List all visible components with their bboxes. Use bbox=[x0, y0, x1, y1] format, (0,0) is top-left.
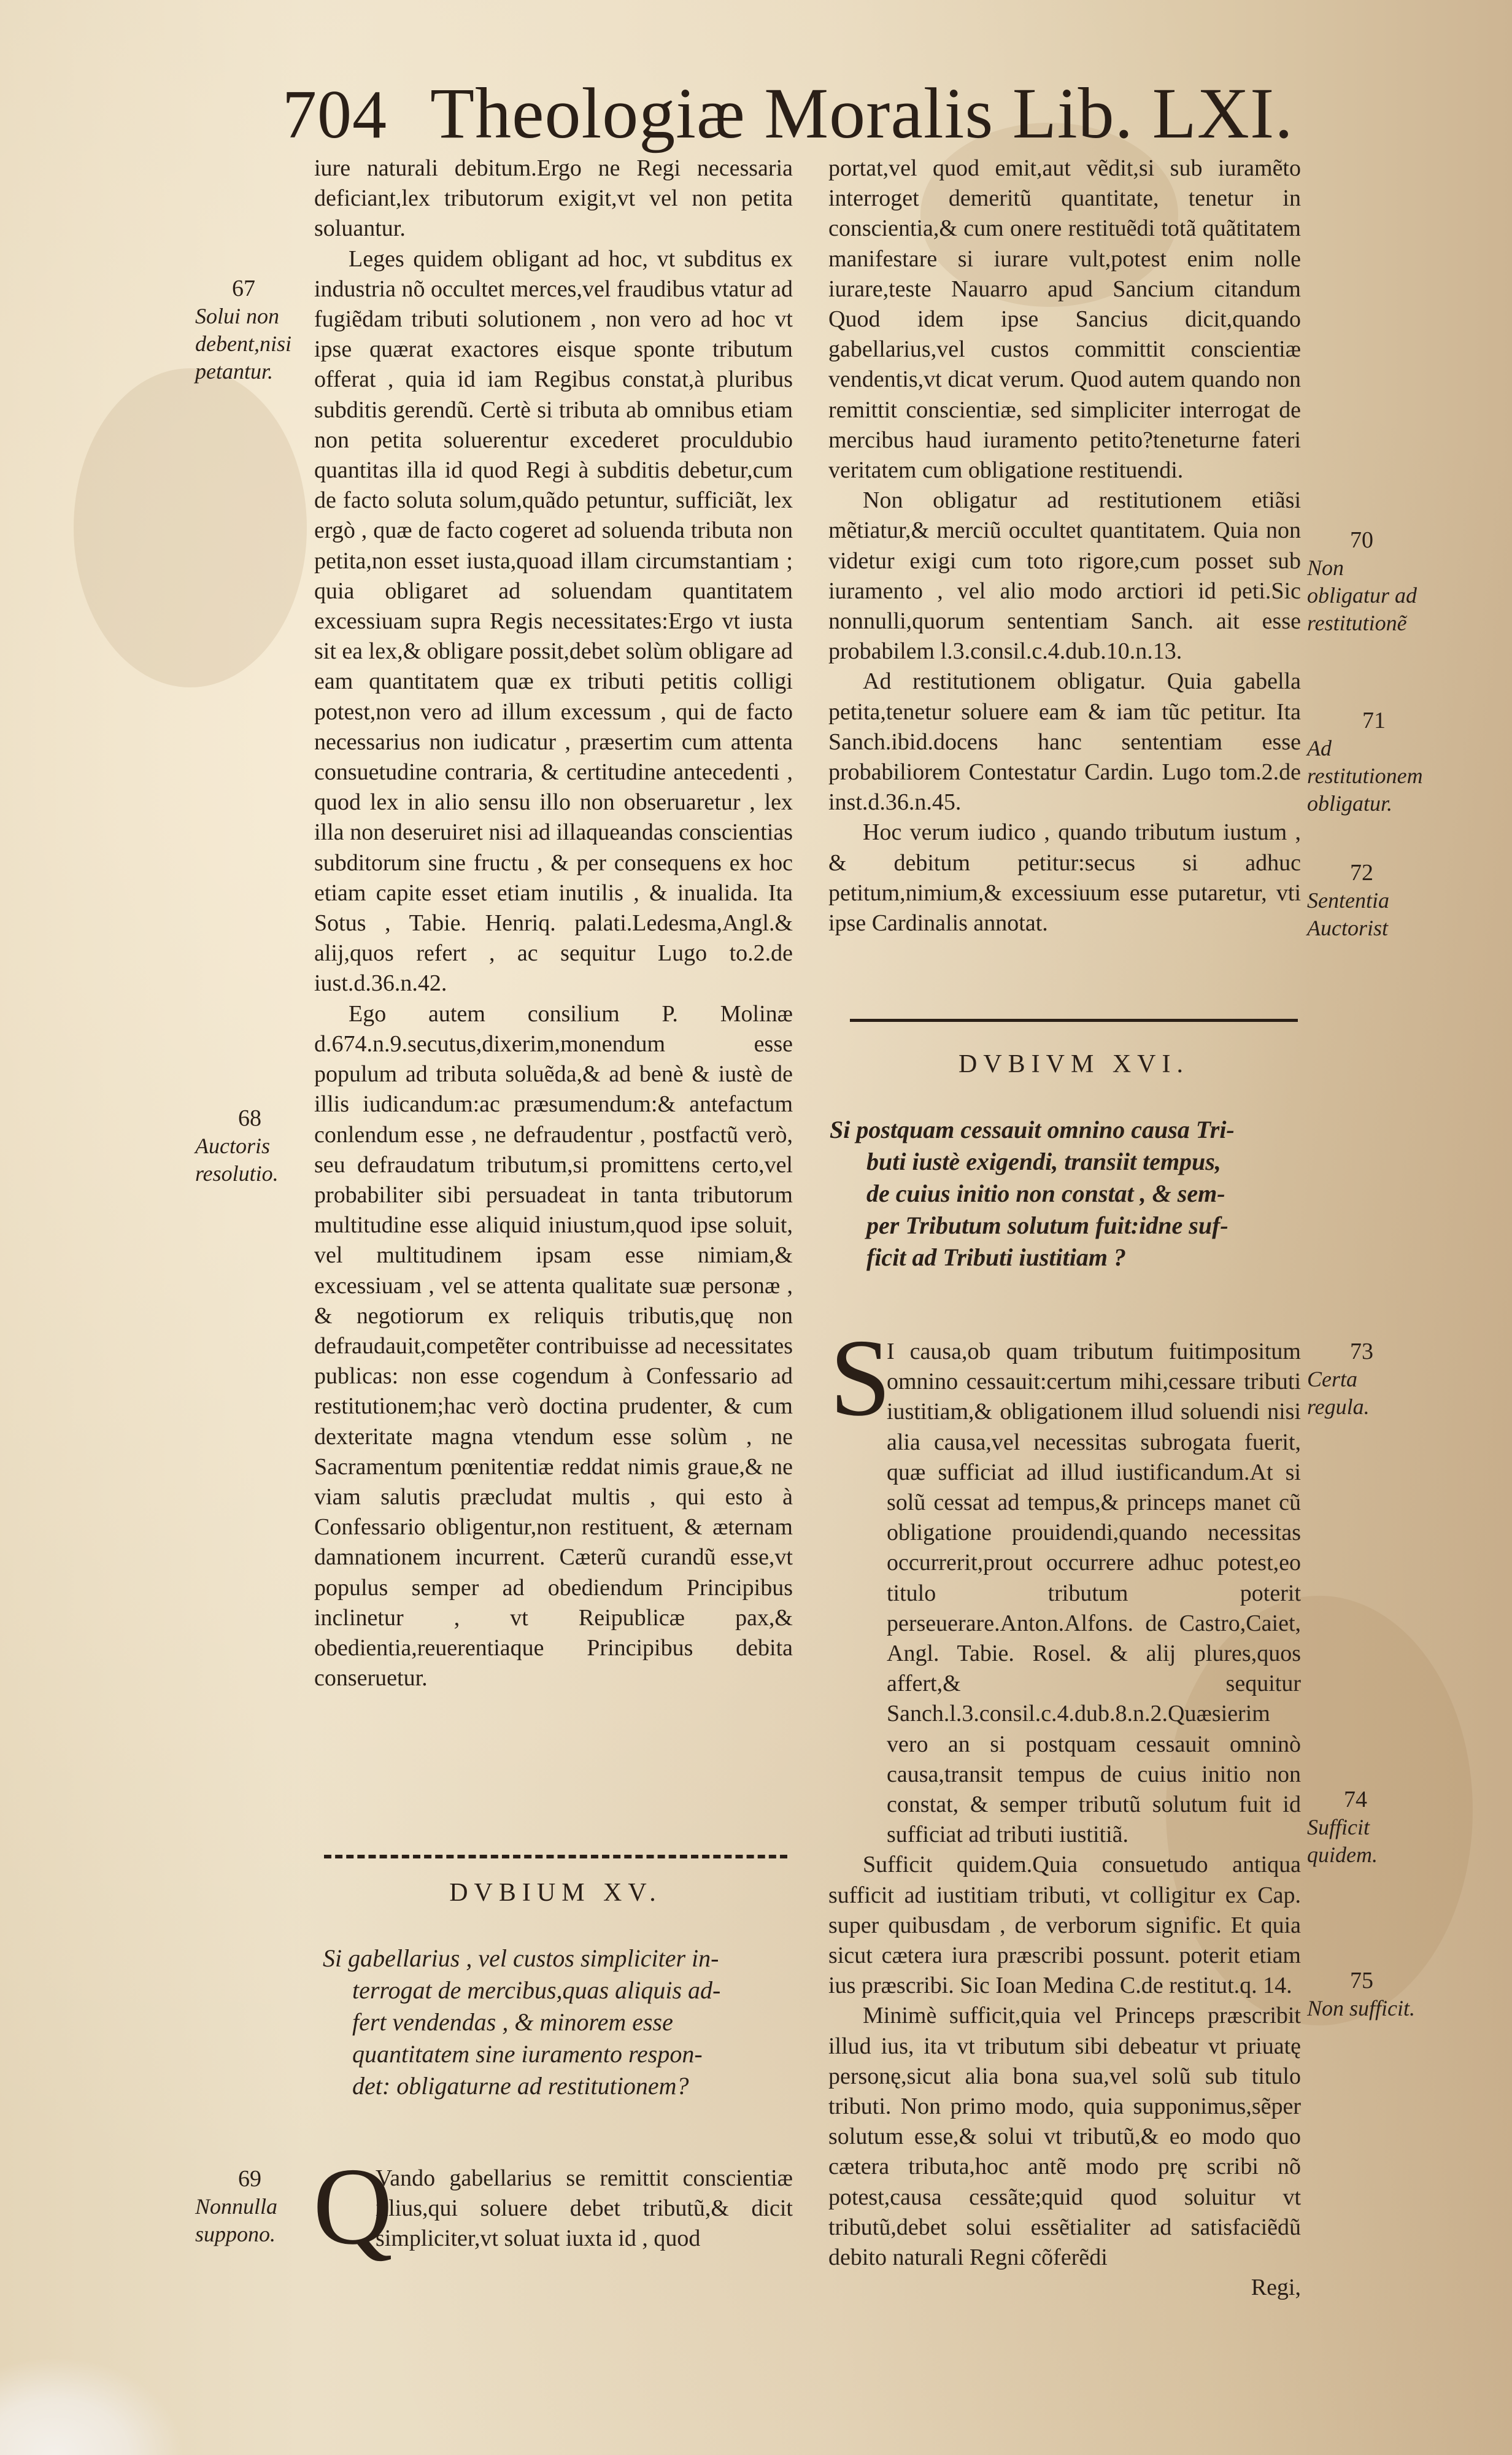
right-paragraph-1: portat,vel quod emit,aut vẽdit,si sub iuramẽto interroget demeritũ quantitate, tenetur in conscientia,& cum onere restituẽdi totã quãtitatem manifestare si iurare vult,potest enim nolle iurare,teste Nauarro apud Sancium citandum Quod idem ipse Sancius dicit,quando gabellarius,vel custos committit conscientiæ vendentis,vt dicat verum. Quod autem quando non remittit conscientiæ, sed simpliciter interrogat de mercibus haud iuramento petito?teneturne fateri veritatem cum obligatione restituendi. bbox=[828, 155, 1301, 484]
margin-note-70: 70 Non obligatur ad restitutionẽ bbox=[1307, 527, 1418, 635]
question-line: de cuius initio non constat , & sem- bbox=[866, 1180, 1225, 1207]
page-number: 704 bbox=[282, 77, 387, 153]
question-line: ficit ad Tributi iustitiam ? bbox=[866, 1243, 1127, 1271]
question-line: Si postquam cessauit omnino causa Tri- bbox=[830, 1116, 1235, 1143]
right-paragraph-7: Minimè sufficit,quia vel Princeps præscribit illud ius, ita vt tributum sibi debeatur vt priuatę personę,sicut alia bona sua,vel solũ sub titulo tributi. Non primo modo, quia supponimus,sẽper solutum esse,& solui vt tributũ,& eo modo quo cætera tributa,hoc antẽ modo prę scribi nõ potest,causa cessãte;quid quod soluitur vt tributũ,debet solui essẽtialiter ad satisfaciẽdũ debito naturali Regni cõferẽdi bbox=[828, 2003, 1301, 2271]
question-line: quantitatem sine iuramento respon- bbox=[352, 2040, 703, 2068]
margin-note-75: 75 Non sufficit. bbox=[1307, 1968, 1416, 2020]
left-paragraph-3: Ego autem consilium P. Molinæ d.674.n.9.secutus,dixerim,monendum esse populum ad tributa soluẽda,& ad benè & iustè de illis iudicandum:ac præsumendum:& antefactum conlendum esse , ne defraudentur , postfactũ verò, seu defraudatum tributum,si promittens certo,vel probabiliter sibi persuadeat in tanta tributorum multitudine esse aliquid iniustum,quod ipse soluit, vel multitudinem ipsam esse nimiam,& excessiuam , vel se attenta qualitate suæ personæ , & negotiorum ex reliquis tributis,quę non defraudauit,competẽter contribuisse ad necessitates publicas: non esse cogendum à Confessario ad restitutionem;hac verò doctina prudenter, & cum dexteritate magna vtendum esse solùm , ne Sacramentum pœnitentiæ reddat nimis graue,& ne viam salutis præcludat multis , qui esto à Confessario obligentur,non restituent, & æternam damnationem incurrent. Cæterũ curandũ esse,vt populus semper ad obediendum Principibus inclinetur , vt Reipublicæ pax,& obedientia,reuerentiaque Principibus debita conseruetur. bbox=[314, 1000, 793, 1691]
drop-cap-s: S bbox=[830, 1316, 892, 1439]
dubium-xvi-heading: DVBIVM XVI. bbox=[958, 1050, 1189, 1078]
margin-note-73: 73 Certa regula. bbox=[1307, 1339, 1373, 1419]
margin-note-67: 67 Solui non debent,nisi petantur. bbox=[195, 276, 291, 384]
right-paragraph-4: Hoc verum iudico , quando tributum iustum , & debitum petitur:secus si adhuc petitum,nimium,& excessiuum esse putaretur, vti ipse Cardinalis annotat. bbox=[828, 819, 1301, 937]
catchword: Regi, bbox=[1251, 2275, 1301, 2301]
margin-note-74: 74 Sufficit quidem. bbox=[1307, 1787, 1378, 1867]
left-column bbox=[314, 153, 793, 1693]
dubium-xvi-question bbox=[830, 1114, 1302, 1274]
torn-corner bbox=[0, 2357, 184, 2455]
right-column-bottom bbox=[828, 1337, 1301, 2303]
right-column-top bbox=[828, 153, 1301, 938]
right-paragraph-5: I causa,ob quam tributum fuitimpositum omnino cessauit:certum mihi,cessare tributi iustitiam,& obligationem illud soluendi nisi alia causa,vel necessitas subrogata fuerit, quæ sufficiat ad illud iustificandum.At si solũ cessat ad tempus,& princeps manet cũ obligatione prouidendi,quando necessitas occurrerit,prout occurrere adhuc potest,eo titulo tributum poterit perseuerare.Anton.Alfons. de Castro,Caiet, Angl. Tabie. Rosel. & alij plures,quos affert,& sequitur Sanch.l.3.consil.c.4.dub.8.n.2.Quæsierim vero an si postquam cessauit omninò causa,transit tempus de cuius initio non constat, & semper tributũ solutum fuit id sufficiat ad tributi iustitiã. bbox=[887, 1339, 1301, 1848]
question-line: buti iustè exigendi, transiit tempus, bbox=[866, 1148, 1221, 1175]
running-title: Theologiæ Moralis Lib. LXI. bbox=[430, 73, 1294, 153]
paper-stain bbox=[74, 368, 307, 687]
left-paragraph-1: iure naturali debitum.Ergo ne Regi necessaria deficiant,lex tributorum exigit,vt vel non petita soluantur. bbox=[314, 155, 793, 242]
running-header bbox=[282, 73, 1294, 153]
question-line: terrogat de mercibus,quas aliquis ad- bbox=[352, 1976, 721, 2004]
dubium-xv-question bbox=[323, 1943, 795, 2102]
right-paragraph-6: Sufficit quidem.Quia consuetudo antiqua sufficit ad iustitiam tributi, vt colligitur ex Cap. super quibusdam , de verborum signific. Et quia sicut cætera iura præscribi possunt. poterit etiam ius præscribi. Sic Ioan Medina C.de restitut.q. 14. bbox=[828, 1852, 1301, 1999]
drop-cap-q: Q bbox=[313, 2145, 393, 2267]
right-paragraph-3: Ad restitutionem obligatur. Quia gabella petita,tenetur soluere eam & iam tũc petitur. Ita Sanch.ibid.docens hanc sententiam esse probabiliorem Contestatur Cardin. Lugo tom.2.de inst.d.36.n.45. bbox=[828, 668, 1301, 816]
margin-note-71: 71 Ad restitutionem obligatur. bbox=[1307, 708, 1423, 816]
section-rule bbox=[850, 1019, 1298, 1022]
left-final-paragraph: Vando gabellarius se remittit conscientiæ illius,qui soluere debet tributũ,& dicit simpliciter,vt soluat iuxta id , quod bbox=[376, 2165, 793, 2252]
question-line: per Tributum solutum fuit:idne suf- bbox=[866, 1212, 1228, 1239]
margin-note-72: 72 Sententia Auctorist bbox=[1307, 860, 1389, 940]
right-paragraph-2: Non obligatur ad restitutionem etiãsi mẽtiatur,& merciũ occultet quantitatem. Quia non videtur exigi cum toto rigore,cum posset sub iuramento , vel alio modo arctiori id peti.Sic nonnulli,quorum sententiam Sanch. ait esse probabilem l.3.consil.c.4.dub.10.n.13. bbox=[828, 487, 1301, 665]
dubium-xv-heading: DVBIUM XV. bbox=[449, 1879, 662, 1907]
margin-note-68: 68 Auctoris resolutio. bbox=[195, 1105, 279, 1186]
question-line: Si gabellarius , vel custos simpliciter in- bbox=[323, 1944, 719, 1972]
margin-note-69: 69 Nonnulla suppono. bbox=[195, 2166, 278, 2246]
question-line: det: obligaturne ad restitutionem? bbox=[352, 2072, 689, 2100]
left-paragraph-2: Leges quidem obligant ad hoc, vt subditus ex industria nõ occultet merces,vel fraudibus vtatur ad fugiẽdam tributi solutionem , non vero ad hoc vt ipse quærat exactores eisque sponte tributum offerat , quia id iam Regibus constat,à pluribus subditis gerendũ. Certè si tributa ab omnibus etiam non petita soluerentur excederet proculdubio quantitas illa id quod Regi à subditis debetur,cum de facto soluta solum,quãdo petuntur, sufficiãt, lex ergò , quæ de facto cogeret ad soluenda tributa non petita,non esset iusta,quoad illam circumstantiam ; quia obligaret ad soluendam quantitatem excessiuam supra Regis necessitates:Ergo vt iusta sit ea lex,& obligare possit,debet solùm obligare ad eam quantitatem quæ ex tributi petitis colligi potest,non vero ad illum excessum , qui de facto necessarius non iudicatur , præsertim cum attenta consuetudine contraria, & certitudine antecedenti , quod lex in alio sensu illo non obseruaretur , lex illa non deseruiret nisi ad illaqueandas conscientias subditorum sine fructu , & per consequens ex hoc etiam capite esset etiam inutilis , & inualida. Ita Sotus , Tabie. Henriq. palati.Ledesma,Angl.& alij,quos refert , ac sequitur Lugo to.2.de iust.d.36.n.42. bbox=[314, 246, 793, 997]
section-rule bbox=[324, 1855, 787, 1858]
question-line: fert vendendas , & minorem esse bbox=[352, 2008, 673, 2036]
